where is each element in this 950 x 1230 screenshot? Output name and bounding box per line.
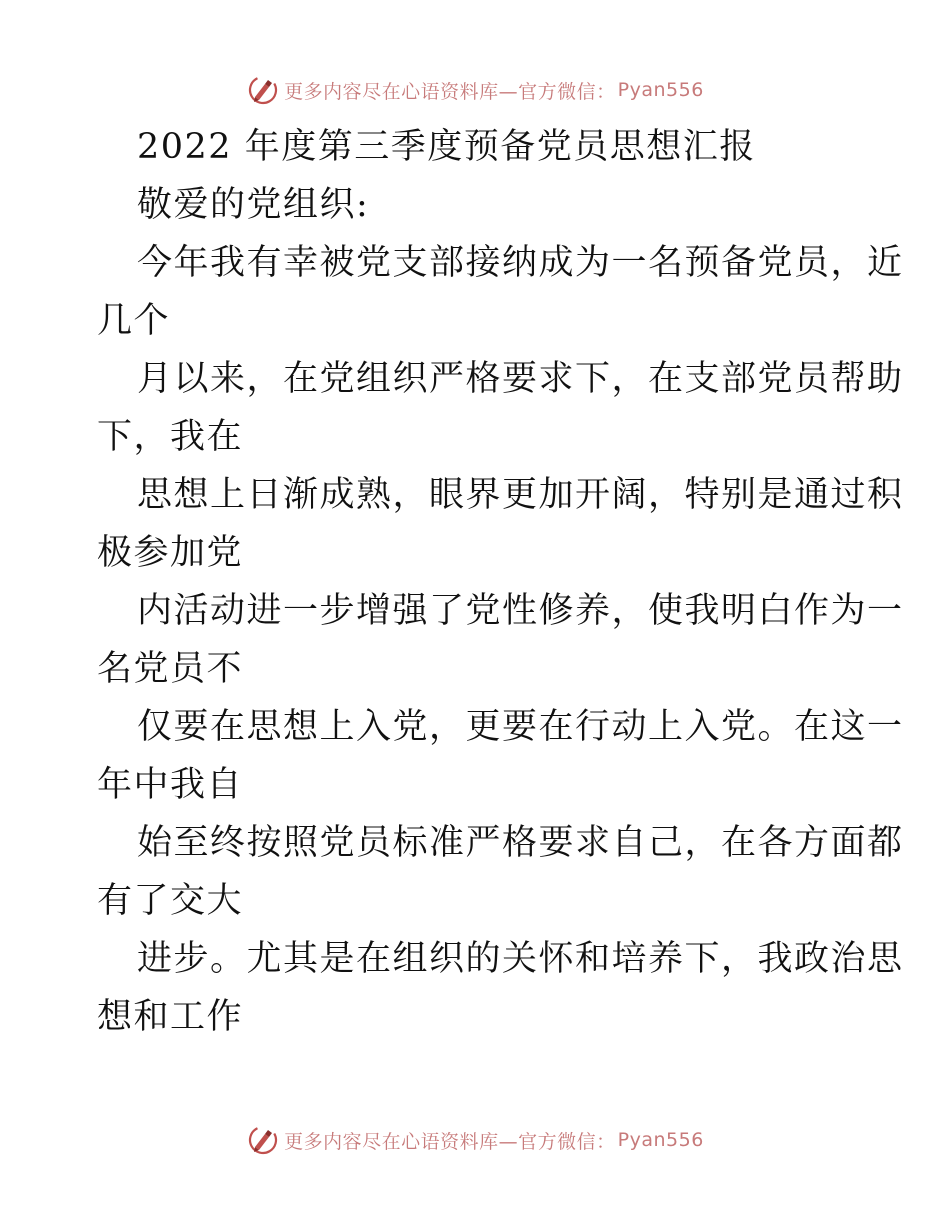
body-line: 年中我自 <box>97 765 244 805</box>
pen-seal-icon <box>246 73 280 107</box>
body-line: 下，我在 <box>97 417 244 457</box>
body-line: 有了交大 <box>97 881 244 921</box>
body-line: 进步。尤其是在组织的关怀和培养下，我政治思 <box>137 939 904 979</box>
footer-watermark <box>0 1120 950 1160</box>
body-line: 思想上日渐成熟，眼界更加开阔，特别是通过积 <box>137 475 904 515</box>
watermark-text: 更多内容尽在心语资料库—官方微信： <box>284 80 616 103</box>
pen-seal-icon <box>246 1123 280 1157</box>
body-line: 几个 <box>97 301 171 341</box>
body-line: 月以来，在党组织严格要求下，在支部党员帮助 <box>137 359 904 399</box>
document-body <box>97 118 904 1046</box>
body-line: 仅要在思想上入党，更要在行动上入党。在这一 <box>137 707 904 747</box>
header-watermark <box>0 70 950 110</box>
watermark-handle: Pyan556 <box>617 79 704 101</box>
body-line: 名党员不 <box>97 649 244 689</box>
body-line: 想和工作 <box>97 997 244 1037</box>
body-line: 今年我有幸被党支部接纳成为一名预备党员，近 <box>137 243 904 283</box>
salutation: 敬爱的党组织: <box>137 185 370 225</box>
watermark-handle: Pyan556 <box>617 1129 704 1151</box>
body-line: 始至终按照党员标准严格要求自己，在各方面都 <box>137 823 904 863</box>
document-title: 2022 年度第三季度预备党员思想汇报 <box>137 127 756 167</box>
watermark-text: 更多内容尽在心语资料库—官方微信： <box>284 1130 616 1153</box>
body-line: 极参加党 <box>97 533 244 573</box>
body-line: 内活动进一步增强了党性修养，使我明白作为一 <box>137 591 904 631</box>
